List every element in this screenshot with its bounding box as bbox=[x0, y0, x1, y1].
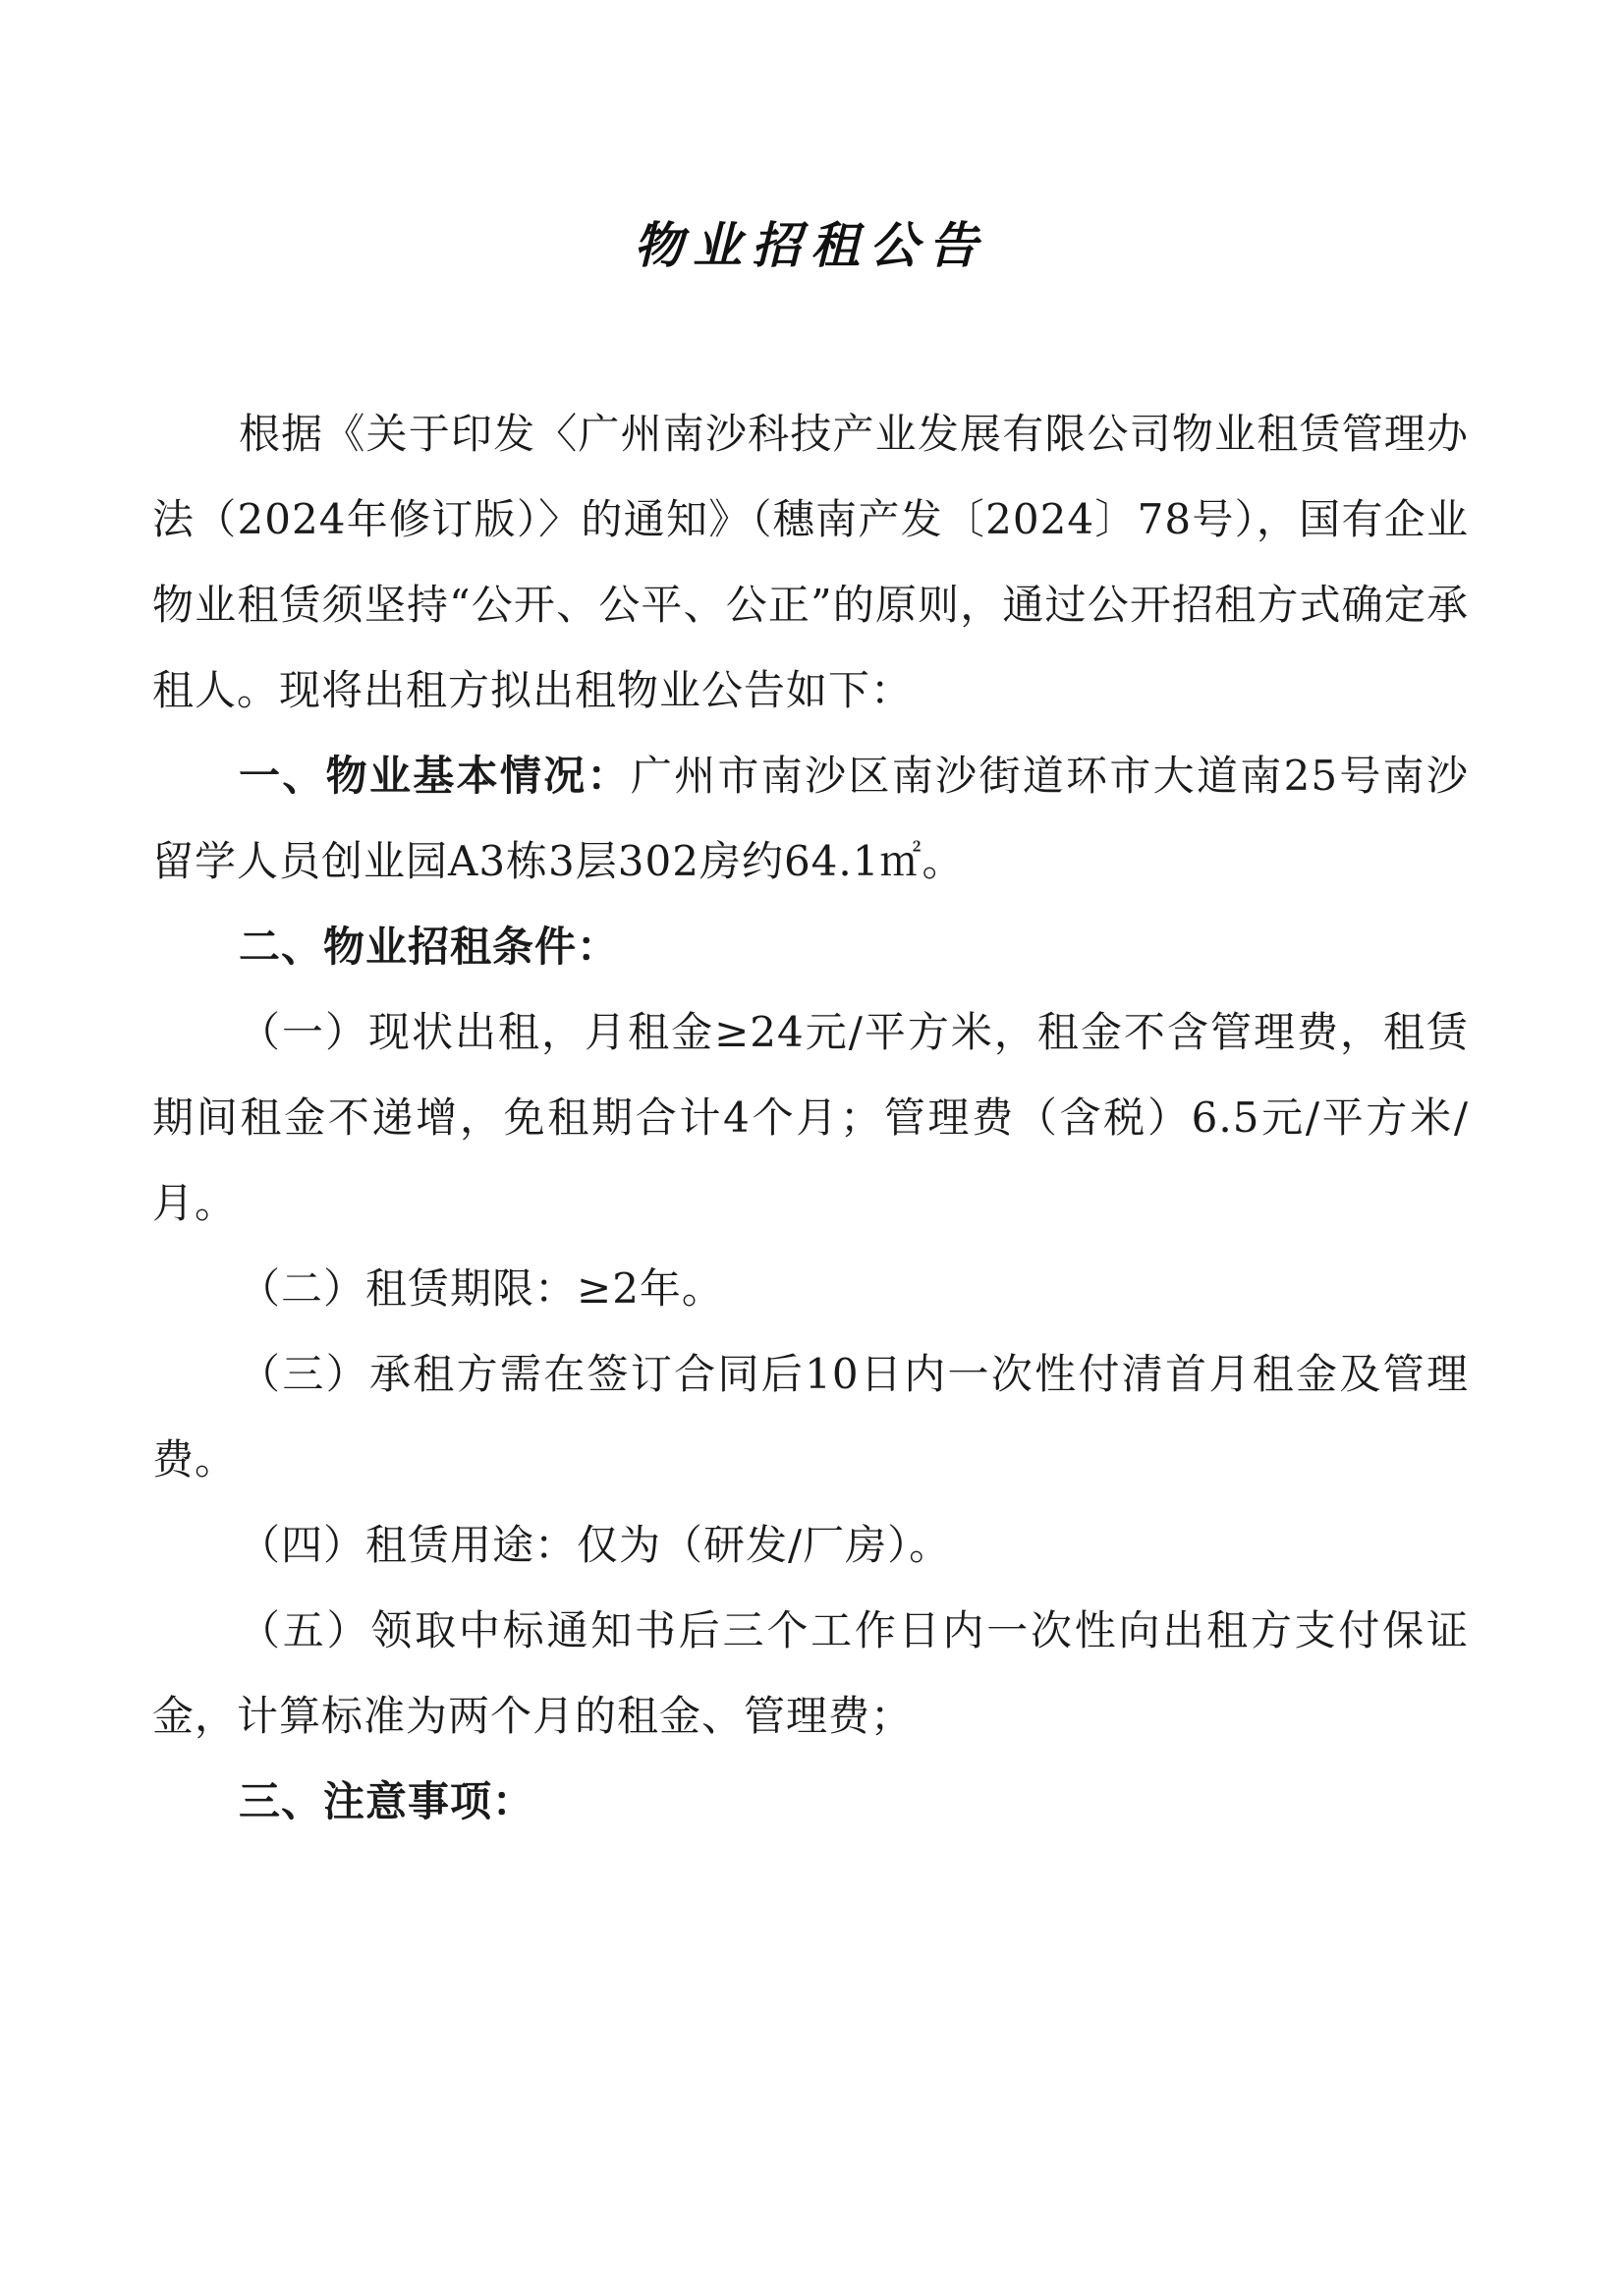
document-title: 物业招租公告 bbox=[634, 216, 987, 274]
condition-item-3: （三）承租方需在签订合同后10日内一次性付清首月租金及管理费。 bbox=[152, 1350, 1469, 1484]
section-1-text: 广州市南沙区南沙街道环市大道南25号南沙留学人员创业园A3栋3层302房约64.1㎡。 bbox=[152, 752, 1469, 885]
document-body bbox=[152, 391, 1469, 1844]
section-3-heading: 三、注意事项： bbox=[239, 1777, 535, 1825]
section-3-paragraph bbox=[152, 1759, 1469, 1844]
section-1-heading: 一、物业基本情况： bbox=[239, 752, 631, 800]
section-2-paragraph bbox=[152, 904, 1469, 989]
section-2-heading: 二、物业招租条件： bbox=[239, 923, 620, 971]
condition-item-2: （二）租赁期限：≥2年。 bbox=[239, 1264, 724, 1313]
condition-item-5: （五）领取中标通知书后三个工作日内一次性向出租方支付保证金，计算标准为两个月的租金、管理费； bbox=[152, 1606, 1469, 1740]
condition-item-1: （一）现状出租，月租金≥24元/平方米，租金不含管理费，租赁期间租金不递增，免租期合计4个月；管理费（含税）6.5元/平方米/月。 bbox=[152, 1008, 1469, 1227]
condition-item-4: （四）租赁用途：仅为（研发/厂房）。 bbox=[239, 1521, 952, 1569]
section-1-paragraph bbox=[152, 733, 1469, 904]
intro-paragraph: 根据《关于印发〈广州南沙科技产业发展有限公司物业租赁管理办法（2024年修订版）〉的通知》（穗南产发〔2024〕78号），国有企业物业租赁须坚持“公开、公平、公正”的原则，通过公开招租方式确定承租人。现将出租方拟出租物业公告如下： bbox=[152, 410, 1469, 714]
